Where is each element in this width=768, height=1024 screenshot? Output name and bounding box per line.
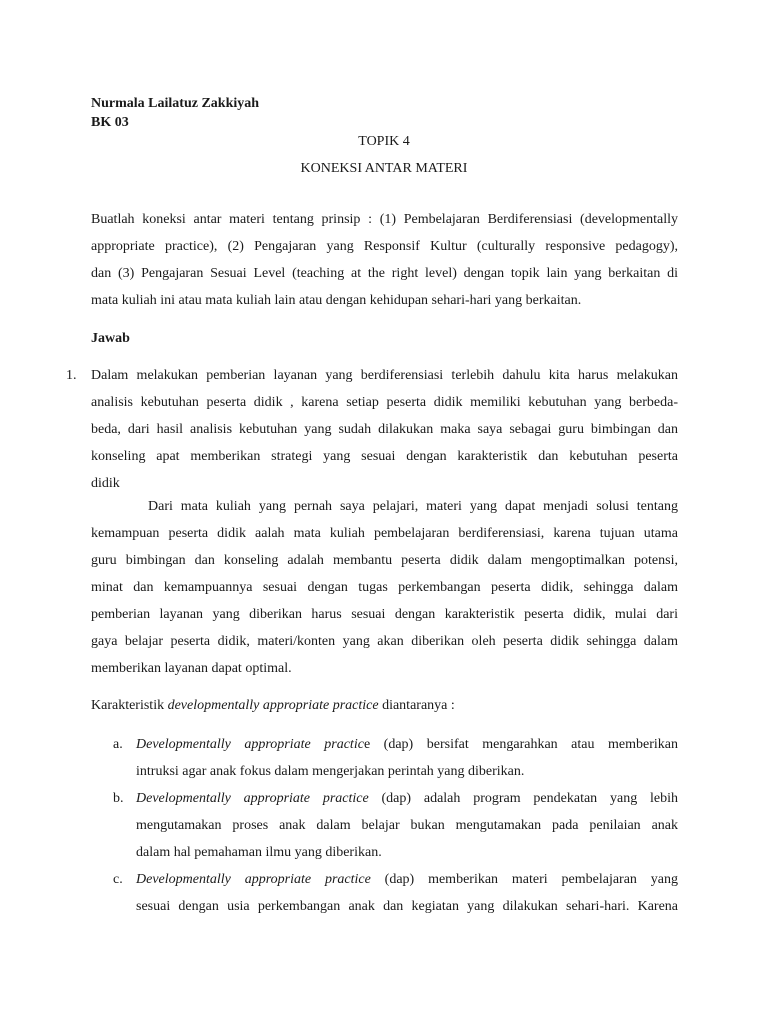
prompt-line: mata kuliah ini atau mata kuliah lain atau dengan kehidupan sehari-hari yang berkaitan. — [91, 293, 582, 308]
author-block — [91, 94, 259, 132]
prompt-line: dan (3) Pengajaran Sesuai Level (teaching at the right level) dengan topik lain yang berkaitan di — [91, 266, 678, 281]
characteristics-intro-italic: developmentally appropriate practice — [167, 698, 379, 713]
item1-line: Dalam melakukan pemberian layanan yang berdiferensiasi terlebih dahulu kita harus melakukan — [91, 368, 678, 383]
list-letter: b. — [113, 791, 124, 806]
characteristic-italic: Developmentally appropriate practic — [136, 737, 364, 752]
prompt-line: appropriate practice), (2) Pengajaran yang Responsif Kultur (culturally responsive pedagogy), — [91, 239, 678, 254]
item1-line: konseling apat memberikan strategi yang sesuai dengan karakteristik dan kebutuhan peserta — [91, 449, 678, 464]
characteristic-italic: Developmentally appropriate practice — [136, 872, 371, 887]
item1-para2-line: Dari mata kuliah yang pernah saya pelajari, materi yang dapat menjadi solusi tentang — [148, 499, 678, 514]
author-name: Nurmala Lailatuz Zakkiyah — [91, 96, 260, 111]
item1-para2-line: memberikan layanan dapat optimal. — [91, 661, 292, 676]
characteristic-item-c — [136, 866, 678, 920]
characteristic-line2: intruksi agar anak fokus dalam mengerjakan perintah yang diberikan. — [136, 764, 525, 779]
item1-para2-line: kemampuan peserta didik aalah mata kuliah pembelajaran berdiferensiasi, karena tujuan utama — [91, 526, 678, 541]
characteristic-line1-rest: (dap) adalah program pendekatan yang lebih — [368, 791, 678, 806]
prompt-paragraph — [91, 206, 678, 314]
characteristic-line1-rest: (dap) memberikan materi pembelajaran yang — [370, 872, 678, 887]
author-class: BK 03 — [91, 115, 129, 130]
characteristic-item-b — [136, 785, 678, 866]
characteristics-intro — [91, 692, 678, 719]
topic-number: TOPIK 4 — [358, 134, 410, 149]
list-letter: c. — [113, 872, 123, 887]
item1-para2-line: guru bimbingan dan konseling adalah membantu peserta didik dalam mengoptimalkan potensi, — [91, 553, 678, 568]
characteristic-item-a — [136, 731, 678, 785]
characteristic-line3: dalam hal pemahaman ilmu yang diberikan. — [136, 845, 382, 860]
topic-title: KONEKSI ANTAR MATERI — [300, 161, 468, 176]
item1-para2-line: pemberian layanan yang diberikan harus sesuai dengan karakteristik peserta didik, mulai dari — [91, 607, 678, 622]
item1-line: beda, dari hasil analisis kebutuhan yang sudah dilakukan maka saya sebagai guru bimbingan dan — [91, 422, 678, 437]
list-letter: a. — [113, 737, 123, 752]
prompt-line: Buatlah koneksi antar materi tentang prinsip : (1) Pembelajaran Berdiferensiasi (developmentally — [91, 212, 678, 227]
characteristic-line1-rest: e (dap) bersifat mengarahkan atau memberikan — [363, 737, 679, 752]
item1-line: analisis kebutuhan peserta didik , karena setiap peserta didik memiliki kebutuhan yang berbeda- — [91, 395, 678, 410]
item-number: 1. — [66, 368, 77, 383]
answer-label: Jawab — [91, 331, 130, 346]
item1-paragraph — [91, 362, 678, 497]
item1-para2-line: minat dan kemampuannya sesuai dengan tugas perkembangan peserta didik, sehingga dalam — [91, 580, 678, 595]
characteristic-italic: Developmentally appropriate practice — [136, 791, 369, 806]
item1-line: didik — [91, 476, 120, 491]
item1-para2-line: gaya belajar peserta didik, materi/konten yang akan diberikan oleh peserta didik sehingga dalam — [91, 634, 678, 649]
characteristics-intro-suffix: diantaranya : — [378, 698, 455, 713]
item1-paragraph-2 — [91, 493, 678, 682]
characteristic-line2: sesuai dengan usia perkembangan anak dan kegiatan yang dilakukan sehari-hari. Karena — [136, 899, 678, 914]
characteristic-line2: mengutamakan proses anak dalam belajar bukan mengutamakan pada penilaian anak — [136, 818, 678, 833]
characteristics-intro-prefix: Karakteristik — [91, 698, 168, 713]
